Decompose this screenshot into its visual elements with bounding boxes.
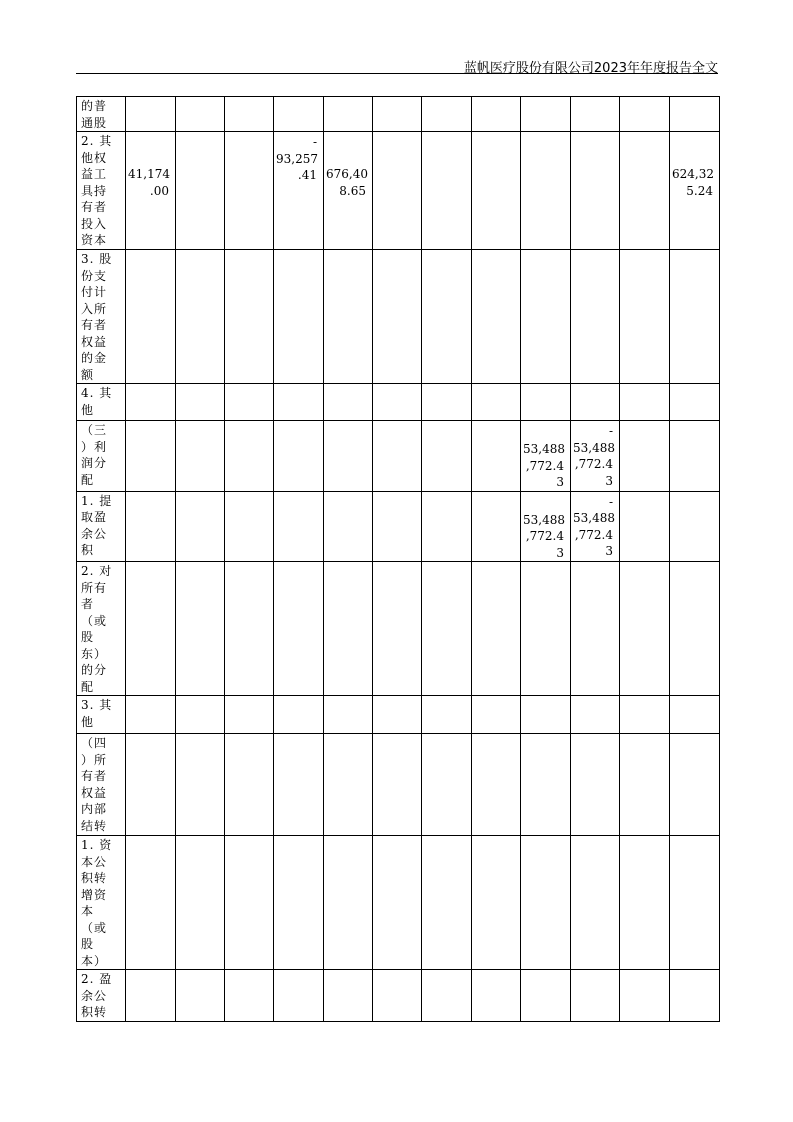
table-row bbox=[77, 696, 720, 734]
cell-value bbox=[227, 384, 267, 404]
cell-value bbox=[474, 384, 514, 404]
table-cell bbox=[225, 97, 274, 132]
table-cell bbox=[620, 696, 670, 734]
table-cell bbox=[225, 250, 274, 384]
table-cell bbox=[422, 836, 472, 970]
table-cell bbox=[422, 132, 472, 250]
cell-value bbox=[474, 492, 514, 512]
table-cell bbox=[126, 421, 176, 492]
cell-value bbox=[276, 970, 317, 990]
cell-value bbox=[622, 836, 663, 856]
cell-value bbox=[178, 562, 218, 582]
table-cell bbox=[472, 384, 521, 421]
table-cell bbox=[521, 132, 571, 250]
cell-value bbox=[474, 970, 514, 990]
cell-value bbox=[622, 492, 663, 512]
cell-value bbox=[622, 97, 663, 117]
table-cell bbox=[571, 836, 620, 970]
table-row bbox=[77, 384, 720, 421]
table-cell bbox=[571, 421, 620, 492]
row-label: 3. 其 他 bbox=[77, 696, 126, 734]
cell-value bbox=[227, 421, 267, 441]
cell-value bbox=[523, 970, 564, 990]
cell-value bbox=[474, 132, 514, 166]
table-cell bbox=[571, 696, 620, 734]
cell-value bbox=[326, 836, 366, 856]
cell-value bbox=[276, 384, 317, 404]
table-row bbox=[77, 836, 720, 970]
cell-value bbox=[622, 734, 663, 754]
table-cell bbox=[324, 836, 373, 970]
cell-value bbox=[128, 734, 169, 754]
cell-value bbox=[523, 97, 564, 117]
cell-value bbox=[326, 562, 366, 582]
cell-value bbox=[424, 384, 465, 404]
table-cell bbox=[274, 132, 324, 250]
table-cell bbox=[422, 250, 472, 384]
table-cell bbox=[472, 970, 521, 1022]
table-cell bbox=[670, 384, 720, 421]
cell-value bbox=[276, 836, 317, 856]
cell-value bbox=[424, 970, 465, 990]
cell-value bbox=[424, 562, 465, 582]
cell-value bbox=[326, 492, 366, 512]
row-label: 的普 通股 bbox=[77, 97, 126, 132]
table-row bbox=[77, 250, 720, 384]
row-label: （三 ）利 润分 配 bbox=[77, 421, 126, 492]
cell-value bbox=[375, 734, 415, 754]
table-cell bbox=[472, 836, 521, 970]
page-header-title: 蓝帆医疗股份有限公司2023年年度报告全文 bbox=[463, 61, 718, 76]
table-cell bbox=[324, 562, 373, 696]
cell-value bbox=[622, 250, 663, 270]
table-cell bbox=[225, 562, 274, 696]
cell-value bbox=[474, 696, 514, 716]
table-cell bbox=[670, 97, 720, 132]
cell-value bbox=[523, 250, 564, 270]
table-cell bbox=[571, 250, 620, 384]
cell-value: 676,40 8.65 bbox=[326, 167, 368, 198]
table-cell bbox=[176, 491, 225, 562]
table-cell bbox=[422, 562, 472, 696]
table-row bbox=[77, 734, 720, 836]
cell-value bbox=[672, 97, 713, 117]
table-cell bbox=[176, 734, 225, 836]
cell-value bbox=[424, 492, 465, 512]
cell-value bbox=[375, 696, 415, 716]
cell-value: 624,32 5.24 bbox=[672, 167, 714, 198]
row-label: 3. 股 份支 付计 入所 有者 权益 的金 额 bbox=[77, 250, 126, 384]
cell-value bbox=[375, 836, 415, 856]
table-cell bbox=[670, 421, 720, 492]
table-cell bbox=[324, 734, 373, 836]
cell-value: 53,488 ,772.4 3 bbox=[523, 442, 565, 489]
table-cell bbox=[373, 384, 422, 421]
table-cell bbox=[472, 97, 521, 132]
cell-value bbox=[424, 734, 465, 754]
table-cell bbox=[620, 836, 670, 970]
table-cell bbox=[176, 970, 225, 1022]
cell-value bbox=[375, 970, 415, 990]
table-cell bbox=[620, 250, 670, 384]
table-cell bbox=[373, 734, 422, 836]
table-cell bbox=[670, 562, 720, 696]
table-cell bbox=[176, 384, 225, 421]
cell-value bbox=[523, 696, 564, 716]
cell-value bbox=[672, 250, 713, 270]
table-cell bbox=[571, 562, 620, 696]
cell-value bbox=[178, 696, 218, 716]
table-cell bbox=[373, 491, 422, 562]
cell-value bbox=[573, 562, 613, 582]
table-cell bbox=[521, 734, 571, 836]
cell-value bbox=[573, 970, 613, 990]
table-cell bbox=[274, 384, 324, 421]
cell-value bbox=[227, 562, 267, 582]
cell-value bbox=[128, 696, 169, 716]
equity-changes-table bbox=[76, 96, 720, 1022]
cell-value bbox=[474, 562, 514, 582]
table-cell bbox=[620, 132, 670, 250]
table-cell bbox=[373, 836, 422, 970]
cell-value bbox=[326, 696, 366, 716]
cell-value bbox=[622, 421, 663, 441]
table-cell bbox=[324, 97, 373, 132]
table-cell bbox=[274, 421, 324, 492]
cell-value bbox=[227, 696, 267, 716]
cell-value bbox=[326, 97, 366, 117]
cell-value bbox=[523, 562, 564, 582]
cell-value bbox=[424, 421, 465, 441]
table-cell bbox=[670, 250, 720, 384]
cell-value bbox=[622, 384, 663, 404]
table-cell bbox=[324, 491, 373, 562]
row-label: 2. 其 他权 益工 具持 有者 投入 资本 bbox=[77, 132, 126, 250]
cell-value bbox=[178, 132, 218, 166]
table-cell bbox=[620, 491, 670, 562]
table-cell bbox=[670, 696, 720, 734]
table-cell bbox=[176, 97, 225, 132]
cell-value: 41,174 .00 bbox=[128, 167, 170, 198]
cell-value bbox=[326, 421, 366, 441]
cell-value: 53,488 ,772.4 3 bbox=[523, 512, 565, 560]
cell-value bbox=[375, 562, 415, 582]
cell-value bbox=[474, 97, 514, 117]
cell-value bbox=[672, 562, 713, 582]
table-cell bbox=[670, 734, 720, 836]
table-cell bbox=[274, 970, 324, 1022]
cell-value bbox=[523, 734, 564, 754]
cell-value bbox=[128, 384, 169, 404]
row-label: 1. 提 取盈 余公 积 bbox=[77, 491, 126, 562]
cell-value: - 53,488 ,772.4 3 bbox=[573, 494, 615, 558]
header-rule bbox=[76, 73, 718, 74]
table-cell bbox=[126, 384, 176, 421]
table-cell bbox=[225, 421, 274, 492]
table-cell bbox=[176, 836, 225, 970]
cell-value bbox=[474, 734, 514, 754]
table-cell bbox=[422, 734, 472, 836]
table-cell bbox=[176, 696, 225, 734]
cell-value bbox=[227, 132, 267, 166]
cell-value bbox=[178, 250, 218, 270]
table-cell bbox=[373, 562, 422, 696]
table-cell bbox=[422, 696, 472, 734]
cell-value bbox=[326, 384, 366, 404]
table-cell bbox=[373, 132, 422, 250]
cell-value bbox=[227, 97, 267, 117]
table-row bbox=[77, 421, 720, 492]
cell-value bbox=[573, 97, 613, 117]
cell-value bbox=[375, 250, 415, 270]
cell-value bbox=[128, 970, 169, 990]
table-row bbox=[77, 132, 720, 250]
table-cell bbox=[274, 734, 324, 836]
cell-value bbox=[424, 132, 465, 166]
table-cell bbox=[373, 421, 422, 492]
table-cell bbox=[176, 421, 225, 492]
table-cell bbox=[176, 250, 225, 384]
table-cell bbox=[324, 970, 373, 1022]
cell-value bbox=[573, 132, 613, 166]
cell-value bbox=[573, 836, 613, 856]
cell-value bbox=[178, 384, 218, 404]
table-cell bbox=[225, 970, 274, 1022]
cell-value bbox=[375, 384, 415, 404]
cell-value bbox=[672, 492, 713, 512]
table-cell bbox=[274, 836, 324, 970]
table-cell bbox=[126, 734, 176, 836]
cell-value: - 93,257 .41 bbox=[276, 135, 318, 182]
cell-value bbox=[276, 562, 317, 582]
cell-value bbox=[276, 696, 317, 716]
cell-value bbox=[128, 421, 169, 441]
table-cell bbox=[274, 696, 324, 734]
cell-value bbox=[326, 734, 366, 754]
table-row bbox=[77, 491, 720, 562]
cell-value bbox=[227, 970, 267, 990]
table-cell bbox=[571, 491, 620, 562]
cell-value bbox=[474, 250, 514, 270]
cell-value bbox=[178, 836, 218, 856]
table-cell bbox=[274, 562, 324, 696]
cell-value: - 53,488 ,772.4 3 bbox=[573, 424, 615, 488]
table-cell bbox=[571, 970, 620, 1022]
row-label: （四 ）所 有者 权益 内部 结转 bbox=[77, 734, 126, 836]
table-cell bbox=[126, 250, 176, 384]
table-cell bbox=[521, 250, 571, 384]
table-cell bbox=[521, 491, 571, 562]
table-cell bbox=[373, 250, 422, 384]
table-cell bbox=[620, 384, 670, 421]
cell-value bbox=[672, 384, 713, 404]
cell-value bbox=[178, 970, 218, 990]
cell-value bbox=[573, 384, 613, 404]
cell-value bbox=[375, 132, 415, 166]
table-cell bbox=[620, 970, 670, 1022]
table-cell bbox=[620, 734, 670, 836]
table-cell bbox=[521, 696, 571, 734]
table-cell bbox=[620, 97, 670, 132]
cell-value bbox=[672, 836, 713, 856]
cell-value bbox=[622, 132, 663, 166]
cell-value bbox=[474, 836, 514, 856]
table-cell bbox=[225, 734, 274, 836]
row-label: 1. 资 本公 积转 增资 本 （或 股 本） bbox=[77, 836, 126, 970]
table-cell bbox=[324, 421, 373, 492]
cell-value bbox=[523, 836, 564, 856]
cell-value bbox=[622, 562, 663, 582]
table-cell bbox=[225, 384, 274, 421]
cell-value bbox=[128, 836, 169, 856]
cell-value bbox=[573, 250, 613, 270]
table-cell bbox=[521, 97, 571, 132]
table-cell bbox=[670, 970, 720, 1022]
cell-value bbox=[128, 97, 169, 117]
table-cell bbox=[126, 836, 176, 970]
table-cell bbox=[571, 97, 620, 132]
cell-value bbox=[178, 734, 218, 754]
cell-value bbox=[326, 250, 366, 270]
cell-value bbox=[128, 492, 169, 512]
table-cell bbox=[571, 384, 620, 421]
table-cell bbox=[324, 384, 373, 421]
cell-value bbox=[276, 97, 317, 117]
cell-value bbox=[474, 421, 514, 441]
cell-value bbox=[424, 250, 465, 270]
table-cell bbox=[225, 132, 274, 250]
row-label: 4. 其 他 bbox=[77, 384, 126, 421]
table-cell bbox=[422, 97, 472, 132]
cell-value bbox=[573, 734, 613, 754]
table-cell bbox=[126, 562, 176, 696]
table-cell bbox=[373, 97, 422, 132]
table-cell bbox=[620, 421, 670, 492]
cell-value bbox=[276, 492, 317, 512]
table-cell bbox=[176, 132, 225, 250]
table-cell bbox=[521, 421, 571, 492]
row-label: 2. 盈 余公 积转 bbox=[77, 970, 126, 1022]
table-cell bbox=[225, 696, 274, 734]
table-cell bbox=[422, 970, 472, 1022]
cell-value bbox=[227, 250, 267, 270]
table-cell bbox=[373, 970, 422, 1022]
table-cell bbox=[670, 491, 720, 562]
table-cell bbox=[373, 696, 422, 734]
table-row bbox=[77, 562, 720, 696]
table-cell bbox=[225, 836, 274, 970]
cell-value bbox=[672, 970, 713, 990]
table-cell bbox=[422, 421, 472, 492]
table-cell bbox=[521, 970, 571, 1022]
cell-value bbox=[622, 970, 663, 990]
table-cell bbox=[422, 491, 472, 562]
cell-value bbox=[178, 97, 218, 117]
table-cell bbox=[274, 97, 324, 132]
table-row bbox=[77, 970, 720, 1022]
cell-value bbox=[276, 250, 317, 270]
cell-value bbox=[276, 734, 317, 754]
cell-value bbox=[672, 734, 713, 754]
cell-value bbox=[276, 421, 317, 441]
cell-value bbox=[622, 696, 663, 716]
table-cell bbox=[274, 491, 324, 562]
table-cell bbox=[571, 132, 620, 250]
table-body bbox=[77, 97, 720, 1022]
cell-value bbox=[523, 132, 564, 166]
table-cell bbox=[472, 491, 521, 562]
cell-value bbox=[326, 970, 366, 990]
table-cell bbox=[324, 250, 373, 384]
table-cell bbox=[620, 562, 670, 696]
table-cell bbox=[225, 491, 274, 562]
table-cell bbox=[670, 836, 720, 970]
cell-value bbox=[375, 421, 415, 441]
table-cell bbox=[176, 562, 225, 696]
table-cell bbox=[571, 734, 620, 836]
cell-value bbox=[375, 97, 415, 117]
table-cell bbox=[521, 384, 571, 421]
table-cell bbox=[126, 132, 176, 250]
table-cell bbox=[521, 562, 571, 696]
table-cell bbox=[521, 836, 571, 970]
table-cell bbox=[472, 696, 521, 734]
table-cell bbox=[324, 696, 373, 734]
cell-value bbox=[424, 97, 465, 117]
table-cell bbox=[472, 734, 521, 836]
cell-value bbox=[424, 696, 465, 716]
row-label: 2. 对 所有 者 （或 股 东） 的分 配 bbox=[77, 562, 126, 696]
table-cell bbox=[274, 250, 324, 384]
table-cell bbox=[422, 384, 472, 421]
cell-value bbox=[128, 250, 169, 270]
cell-value bbox=[672, 696, 713, 716]
cell-value bbox=[227, 734, 267, 754]
cell-value bbox=[424, 836, 465, 856]
table-cell bbox=[472, 132, 521, 250]
table-row bbox=[77, 97, 720, 132]
cell-value bbox=[573, 696, 613, 716]
cell-value bbox=[375, 492, 415, 512]
table-cell bbox=[126, 491, 176, 562]
cell-value bbox=[523, 384, 564, 404]
cell-value bbox=[178, 492, 218, 512]
table-cell bbox=[670, 132, 720, 250]
cell-value bbox=[227, 492, 267, 512]
table-cell bbox=[126, 97, 176, 132]
table-cell bbox=[472, 250, 521, 384]
cell-value bbox=[672, 421, 713, 441]
cell-value bbox=[178, 421, 218, 441]
cell-value bbox=[227, 836, 267, 856]
table-cell bbox=[126, 696, 176, 734]
table-cell bbox=[472, 421, 521, 492]
table-cell bbox=[126, 970, 176, 1022]
table-cell bbox=[472, 562, 521, 696]
cell-value bbox=[128, 562, 169, 582]
table-cell bbox=[324, 132, 373, 250]
